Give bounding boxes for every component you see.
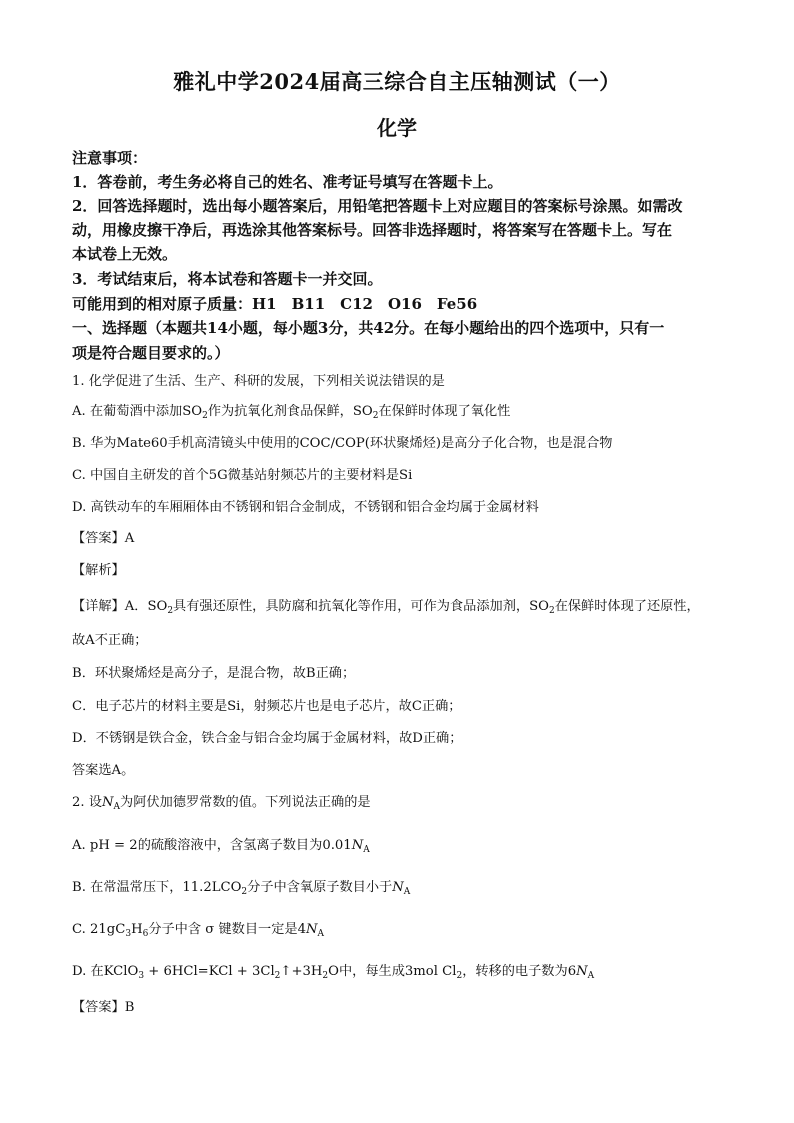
q2-d-eq-3-sub: 2 [322,971,329,981]
notice-heading: 注意事项： [72,149,148,167]
q1-detail-b: B．环状聚烯烃是高分子，是混合物，故B正确； [72,666,356,681]
q2-answer: 【答案】B [72,1000,135,1015]
q2-d-value: 6 [567,964,577,979]
q2-a-na-sub: A [363,845,370,855]
q1-detail-d: D．不锈钢是铁合金，铁合金与铝合金均属于金属材料，故D正确； [72,731,463,746]
q1-option-d: D. 高铁动车的车厢厢体由不锈钢和铝合金制成，不锈钢和铝合金均属于金属材料 [72,500,539,515]
q2-c-value: 4 [297,922,306,937]
q2-stem-text-1: 2. 设 [72,795,102,810]
q2-d-na-sub: A [587,971,595,981]
q1-detail-text-1: 【详解】A．SO [72,599,168,614]
q2-b-sub: 2 [241,887,248,897]
q1-detail-text-2: 具有强还原性，具防腐和抗氧化等作用，可作为食品添加剂，SO [173,599,549,614]
q2-d-eq-1-sub: 3 [138,971,145,981]
atomic-mass-line: 可能用到的相对原子质量：H1 B11 C12 O16 Fe56 [72,295,478,313]
q2-a-text-2: 的硫酸溶液中，含氢离子数目为 [137,838,323,853]
q2-stem-text-2: 为阿伏加德罗常数的值。下列说法正确的是 [120,795,371,810]
q2-option-d [72,962,732,982]
q2-c-na-sub: A [317,929,325,939]
q2-c-carbon: C [115,922,126,937]
notice-item-1: 1．答卷前，考生务必将自己的姓名、准考证号填写在答题卡上。 [72,173,503,191]
q2-option-c [72,920,732,940]
notice-item-3: 3．考试结束后，将本试卷和答题卡一并交回。 [72,270,383,288]
q1-detail-continuation: 故A不正确； [72,633,148,648]
q2-d-text-1: D. 在 [72,964,104,979]
q1-detail-sub-2: 2 [548,606,555,616]
q2-d-eq-4: O [328,964,339,979]
q1-option-b: B. 华为Mate60手机高清镜头中使用的COC/COP(环状聚烯烃)是高分子化合物，也是混合物 [72,436,613,451]
q1-a-sub-1: 2 [202,411,208,421]
q2-b-na: N [392,880,404,895]
q1-detail-sub-1: 2 [167,606,174,616]
q1-a-sub-2: 2 [372,411,379,421]
q2-stem-na: N [101,795,114,810]
q1-analysis-label: 【解析】 [72,563,125,578]
q2-d-text-3: ，转移的电子数为 [462,964,568,979]
q2-a-text-1: A. pH = 2 [72,838,138,853]
q2-c-text-2: 分子中含 σ 键数目一定是 [148,922,298,937]
q2-a-value: 0.01 [322,838,352,853]
q2-d-eq-1: KClO [103,964,139,979]
q2-option-b [72,878,732,898]
q1-a-text-2: 作为抗氧化剂食品保鲜，SO [207,404,373,419]
notice-item-2-line-1: 2．回答选择题时，选出每小题答案后，用铅笔把答题卡上对应题目的答案标号涂黑。如需改 [72,197,683,215]
subject-title: 化学 [377,116,417,140]
q2-c-hydrogen-sub: 6 [142,929,149,939]
q2-d-eq-2-sub: 2 [274,971,281,981]
exam-title: 雅礼中学2024届高三综合自主压轴测试（一） [173,69,621,94]
q1-option-a [72,402,732,422]
notice-item-2-line-3: 本试卷上无效。 [72,245,178,263]
notice-item-2-line-2: 动，用橡皮擦干净后，再选涂其他答案标号。回答非选择题时，将答案写在答题卡上。写在 [72,221,673,239]
q2-stem [72,793,732,813]
q1-detail-text-3: 在保鲜时体现了还原性， [554,599,700,614]
q1-a-text-1: A. 在葡萄酒中添加SO [72,404,203,419]
q2-d-mol: 3mol Cl [404,964,457,979]
q2-option-a [72,836,732,856]
q2-d-na: N [576,964,588,979]
q1-answer: 【答案】A [72,531,135,546]
q2-b-text-2: 分子中含氧原子数目小于 [247,880,393,895]
q1-a-text-3: 在保鲜时体现了氧化性 [378,404,511,419]
q2-stem-na-sub: A [113,802,121,812]
q2-d-eq-2: + 6HCl=KCl + 3Cl [144,964,275,979]
q2-c-na: N [305,922,318,937]
q2-a-na: N [351,838,364,853]
q1-stem: 1. 化学促进了生活、生产、科研的发展，下列相关说法错误的是 [72,374,445,389]
q1-detail [72,597,732,617]
section-heading-line-1: 一、选择题（本题共14小题，每小题3分，共42分。在每小题给出的四个选项中，只有一 [72,319,665,337]
q1-option-c: C. 中国自主研发的首个5G微基站射频芯片的主要材料是Si [72,468,413,483]
q1-detail-c: C．电子芯片的材料主要是Si，射频芯片也是电子芯片，故C正确； [72,699,462,714]
q2-b-na-sub: A [403,887,411,897]
q2-c-carbon-sub: 3 [125,929,132,939]
q2-c-text-1: C. 21g [72,922,116,937]
q2-b-text-1: B. 在常温常压下，11.2LCO [72,880,242,895]
q2-c-hydrogen: H [131,922,143,937]
q2-d-mol-sub: 2 [456,971,463,981]
q1-conclusion: 答案选A。 [72,763,135,778]
q2-d-eq-3: ↑+3H [280,964,323,979]
section-heading-line-2: 项是符合题目要求的。） [72,344,230,362]
q2-d-text-2: 中，每生成 [338,964,405,979]
